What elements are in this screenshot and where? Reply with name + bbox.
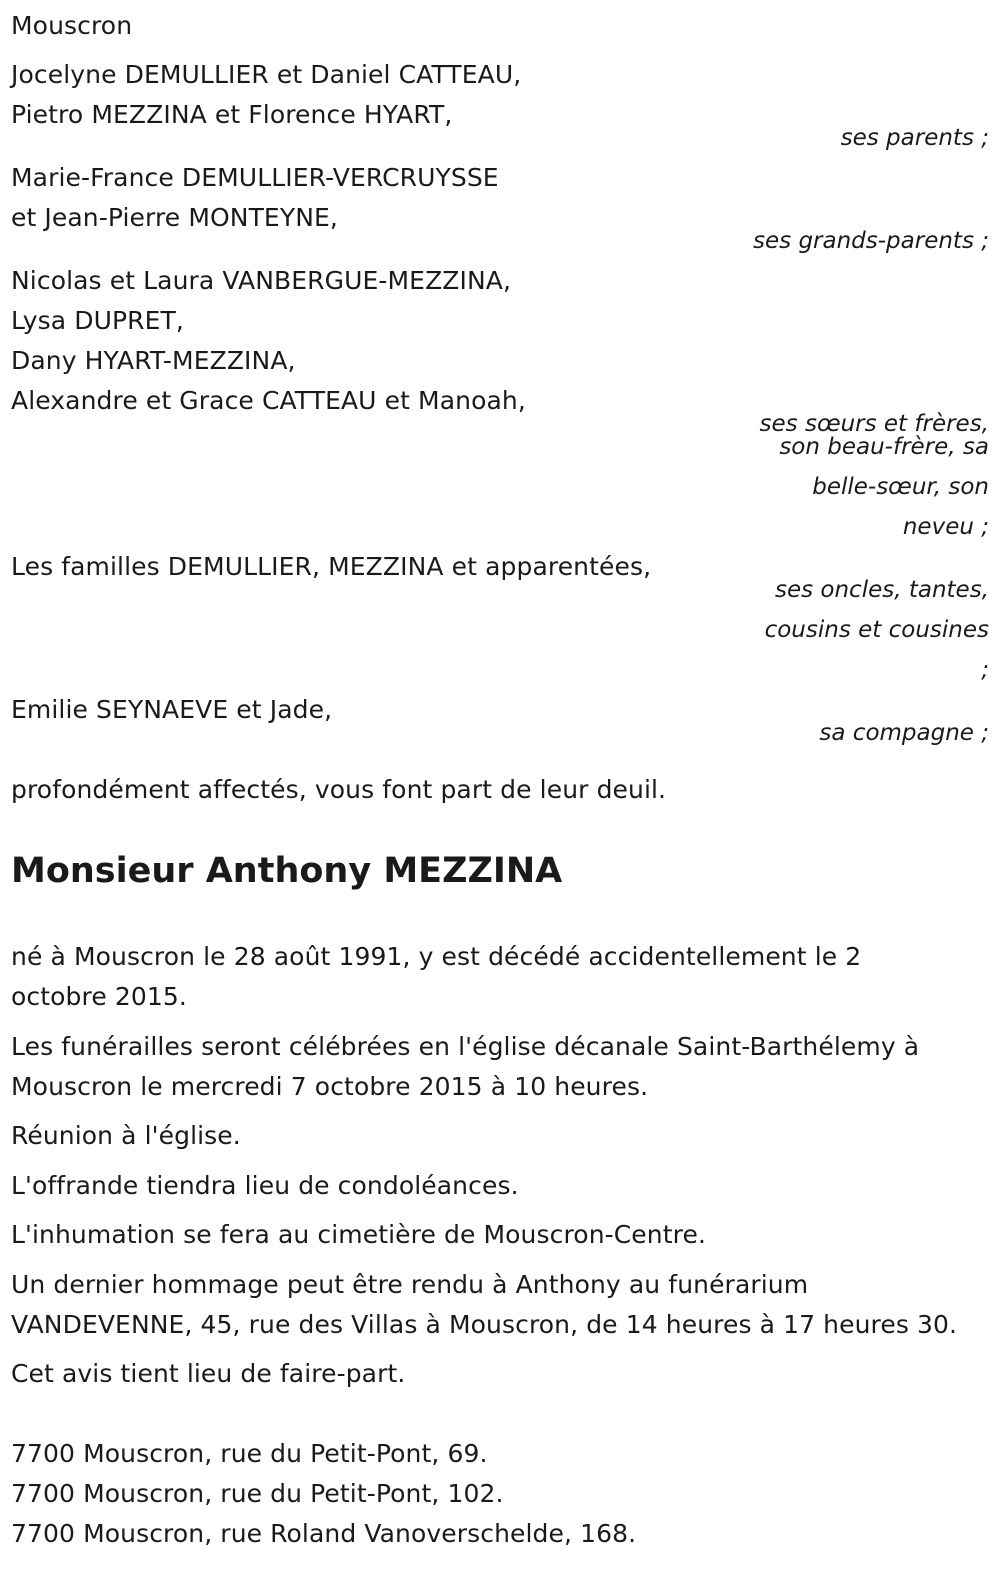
families-role-line-1: ses oncles, tantes, [774,577,989,603]
siblings-role-line-1: ses sœurs et frères, [759,411,989,437]
parents-role: ses parents ; [840,125,989,151]
partner-role: sa compagne ; [819,720,989,746]
siblings-line-2: Lysa DUPRET, [11,306,184,335]
partner-line-1: Emilie SEYNAEVE et Jade, [11,695,333,724]
grandparents-line-2: et Jean-Pierre MONTEYNE, [11,203,338,232]
location-heading: Mouscron [11,11,133,40]
deceased-name: Monsieur Anthony MEZZINA [11,851,563,891]
families-role-line-3: ; [981,657,989,683]
detail-line-1: né à Mouscron le 28 août 1991, y est décédé accidentellement le 2 [11,942,862,971]
siblings-line-3: Dany HYART-MEZZINA, [11,346,296,375]
parents-line-2: Pietro MEZZINA et Florence HYART, [11,100,453,129]
detail-line-5: Réunion à l'église. [11,1121,241,1150]
address-line-3: 7700 Mouscron, rue Roland Vanoverschelde, 168. [11,1519,637,1548]
parents-line-1: Jocelyne DEMULLIER et Daniel CATTEAU, [11,60,522,89]
families-line-1: Les familles DEMULLIER, MEZZINA et apparentées, [11,552,652,581]
siblings-role-line-2: son beau-frère, sa [779,434,989,460]
grandparents-line-1: Marie-France DEMULLIER-VERCRUYSSE [11,163,499,192]
detail-line-9: VANDEVENNE, 45, rue des Villas à Mouscron, de 14 heures à 17 heures 30. [11,1310,958,1339]
detail-line-7: L'inhumation se fera au cimetière de Mouscron-Centre. [11,1220,706,1249]
siblings-role-line-3: belle-sœur, son [812,474,989,500]
siblings-line-4: Alexandre et Grace CATTEAU et Manoah, [11,386,526,415]
detail-line-2: octobre 2015. [11,982,187,1011]
address-line-2: 7700 Mouscron, rue du Petit-Pont, 102. [11,1479,504,1508]
detail-line-10: Cet avis tient lieu de faire-part. [11,1359,406,1388]
siblings-role-line-4: neveu ; [902,514,989,540]
families-role-line-2: cousins et cousines [764,617,989,643]
grandparents-role: ses grands-parents ; [753,228,989,254]
announcement-text: profondément affectés, vous font part de leur deuil. [11,775,667,804]
detail-line-4: Mouscron le mercredi 7 octobre 2015 à 10 heures. [11,1072,649,1101]
detail-line-8: Un dernier hommage peut être rendu à Anthony au funérarium [11,1270,809,1299]
detail-line-3: Les funérailles seront célébrées en l'église décanale Saint-Barthélemy à [11,1032,920,1061]
siblings-line-1: Nicolas et Laura VANBERGUE-MEZZINA, [11,266,512,295]
detail-line-6: L'offrande tiendra lieu de condoléances. [11,1171,519,1200]
address-line-1: 7700 Mouscron, rue du Petit-Pont, 69. [11,1439,488,1468]
